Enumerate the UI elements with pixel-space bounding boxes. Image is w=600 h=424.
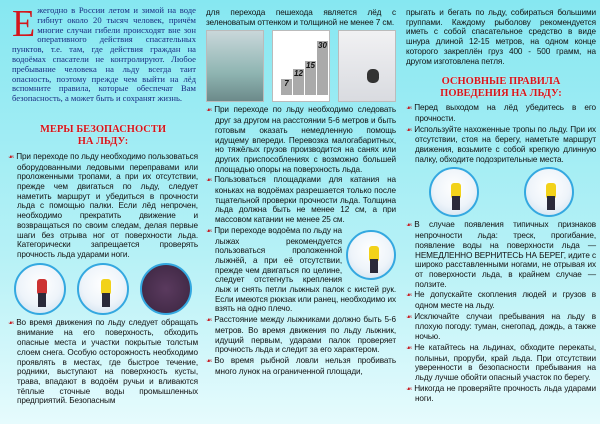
bullet-icon: ☙ — [406, 313, 413, 321]
rules-list-b — [406, 220, 596, 404]
bullet-icon: ☙ — [406, 385, 413, 393]
bullet-icon: ☙ — [206, 317, 213, 325]
rule-item — [406, 103, 596, 123]
bullet-icon: ☙ — [8, 153, 15, 161]
bullet-icon: ☙ — [406, 105, 413, 113]
bullet-icon: ☙ — [406, 126, 413, 134]
intro-paragraph — [12, 3, 196, 104]
bullet-icon: ☙ — [406, 344, 413, 352]
title-line: ОСНОВНЫЕ ПРАВИЛА — [441, 76, 561, 88]
rule-item — [406, 125, 596, 165]
safety-paragraph — [206, 315, 396, 355]
rule-text: Не допускайте скопления людей и грузов в одном месте на льду. — [414, 290, 596, 311]
rule-text: Исключайте случаи пребывания на льду в плохую погоду: туман, снегопад, дождь, а также ночью. — [414, 311, 596, 342]
paragraph-text: Во время рыбной ловли нельзя пробивать много лунок на ограниченной площади, — [214, 355, 396, 376]
section-title-safety — [8, 124, 198, 148]
rule-text: Используйте нахоженные тропы по льду. При их отсутствии, стоя на берегу, наметьте маршрут движения, возьмите с собой крепкую длинную палку, обходите подозрительные места. — [414, 124, 596, 164]
illustration-person-with-stick — [77, 263, 129, 315]
bar-7: 7 — [281, 79, 292, 95]
bullet-icon: ☙ — [206, 177, 213, 185]
rule-text: Никогда не проверяйте прочность льда ударами ноги. — [414, 383, 596, 404]
rule-item — [406, 220, 596, 289]
title-line: МЕРЫ БЕЗОПАСНОСТИ — [39, 123, 167, 135]
section-title-rules — [406, 76, 596, 100]
bar-15: 15 — [305, 61, 316, 95]
rule-text: Не катайтесь на льдинах, обходите перекаты, полыньи, проруби, край льда. При отсутствии уверенности в безопасности пребывания на льду лучше обойти опасный участок по берегу. — [414, 342, 596, 382]
paragraph-text: Во время движения по льду следует обращать внимание на его поверхность, обходить опасные места и участки покрытые толстым слоем снега. Особую осторожность необходимо проявлять в местах, где быстрое течение, родники, выступают на поверхность кусты, трава, впадают в водоём ручьи и вливаются тёплые сточные воды промышленных предприятий. Безопасным — [16, 317, 198, 406]
safety-paragraph — [206, 175, 396, 225]
paragraph-text: При переходе по льду необходимо пользоваться оборудованными ледовыми переправами или проложенными тропами, а при их отсутствии, прежде чем двигаться по льду, следует наметить маршрут и убедиться в прочности льда с помощью палки. Если лёд непрочен, необходимо прекратить движение и возвращаться по своим следам, делая первые шаги без отрыва ног от поверхности льда. Категорически запрещается проверять прочность льда ударами ноги. — [16, 151, 198, 259]
bullet-icon: ☙ — [206, 357, 213, 365]
photos-row — [206, 30, 396, 102]
rule-item — [406, 312, 596, 342]
illustrations-row — [406, 167, 596, 217]
continuation-text: прыгать и бегать по льду, собираться большими группами. Каждому рыболову рекомендуется иметь с собой спасательное средство в виде шнура длиной 12-15 метров, на одном конце которого закреплён груз 400 - 500 грамм, на другом изготовлена петля. — [406, 8, 596, 66]
continuation-text: для перехода пешехода является лёд с зеленоватым оттенком и толщиной не менее 7 см. — [206, 8, 396, 27]
rule-item — [406, 384, 596, 404]
illustration-person-near-house — [429, 167, 479, 217]
paragraph-text: При переходе водоёма по льду на лыжах рекомендуется пользоваться проложенной лыжнёй, а при её отсутствии, прежде чем двигаться по целине, следует отстегнуть крепления лыж и снять петли лыжных палок с кистей рук. Если имеются рюкзак или ранец, необходимо их взять на одно плечо. — [214, 225, 396, 314]
rule-text: Перед выходом на лёд убедитесь в его прочности. — [414, 103, 596, 123]
bullet-icon: ☙ — [406, 292, 413, 300]
bullet-icon: ☙ — [206, 107, 213, 115]
safety-paragraph — [206, 105, 396, 174]
rules-list-a — [406, 103, 596, 164]
illustration-boot-on-ice — [140, 263, 192, 315]
illustration-person-on-path — [524, 167, 574, 217]
illustrations-row — [8, 263, 198, 315]
safety-paragraph — [8, 318, 198, 406]
safety-paragraph — [206, 356, 396, 376]
rule-text: В случае появления типичных признаков непрочности льда: треск, прогибание, появление воды на поверхности льда — НЕМЕДЛЕННО ВЕРНИТЕСЬ НА БЕРЕГ, идите с широко расставленными ногами, не отрывая их от поверхности льда, в крайнем случае — ползите. — [414, 220, 596, 289]
ice-thickness-chart — [272, 30, 330, 102]
photo-ice-fisherman — [338, 30, 396, 102]
drop-cap: Е — [12, 3, 36, 45]
illustration-skier — [346, 230, 396, 280]
column-3 — [406, 0, 596, 405]
rule-item — [406, 343, 596, 383]
rule-item — [406, 290, 596, 310]
title-line: ПОВЕДЕНИЯ НА ЛЬДУ: — [440, 88, 562, 100]
column-2 — [206, 0, 396, 377]
intro-text: жегодно в России летом и зимой на воде гибнут около 20 тысяч человек, причём многие случаи гибели происходят вне зон оперативного действия спасательных пунктов, т.е. там, где действия граждан на водоёмах спасатели не контролируют. Любое пребывание человека на льду всегда таит опасность, поэтому прежде чем выйти на лёд вспомните правила, которые обеспечат Вам безопасность, а может быть и сохранят жизнь. — [12, 5, 196, 104]
paragraph-text: Пользоваться площадками для катания на коньках на водоёмах разрешается только после тщательной проверки прочности льда. Толщина льда должна быть не менее 12 см, а при массовом катании не менее 25 см. — [214, 175, 396, 225]
bar-30: 30 — [317, 41, 328, 95]
illustration-children-on-ice — [14, 263, 66, 315]
bullet-icon: ☙ — [8, 319, 15, 327]
bullet-icon: ☙ — [206, 227, 213, 235]
photo-ice-blocks — [206, 30, 264, 102]
paragraph-text: Расстояние между лыжниками должно быть 5-6 метров. Во время движения по льду лыжник, идущий первым, ударами палок проверяет прочность льда и следит за его характером. — [214, 315, 396, 355]
title-line: НА ЛЬДУ: — [77, 135, 129, 147]
paragraph-text: При переходе по льду необходимо следовать друг за другом на расстоянии 5-6 метров и быть готовым оказать немедленную помощь идущему впереди. Перевозка малогабаритных, но тяжёлых грузов производится на санях или других приспособлениях с возможно большей площадью опоры на поверхность льда. — [214, 105, 396, 174]
bar-12: 12 — [293, 69, 304, 95]
column-1 — [8, 0, 198, 407]
bullet-icon: ☙ — [406, 222, 413, 230]
safety-paragraph — [8, 152, 198, 260]
